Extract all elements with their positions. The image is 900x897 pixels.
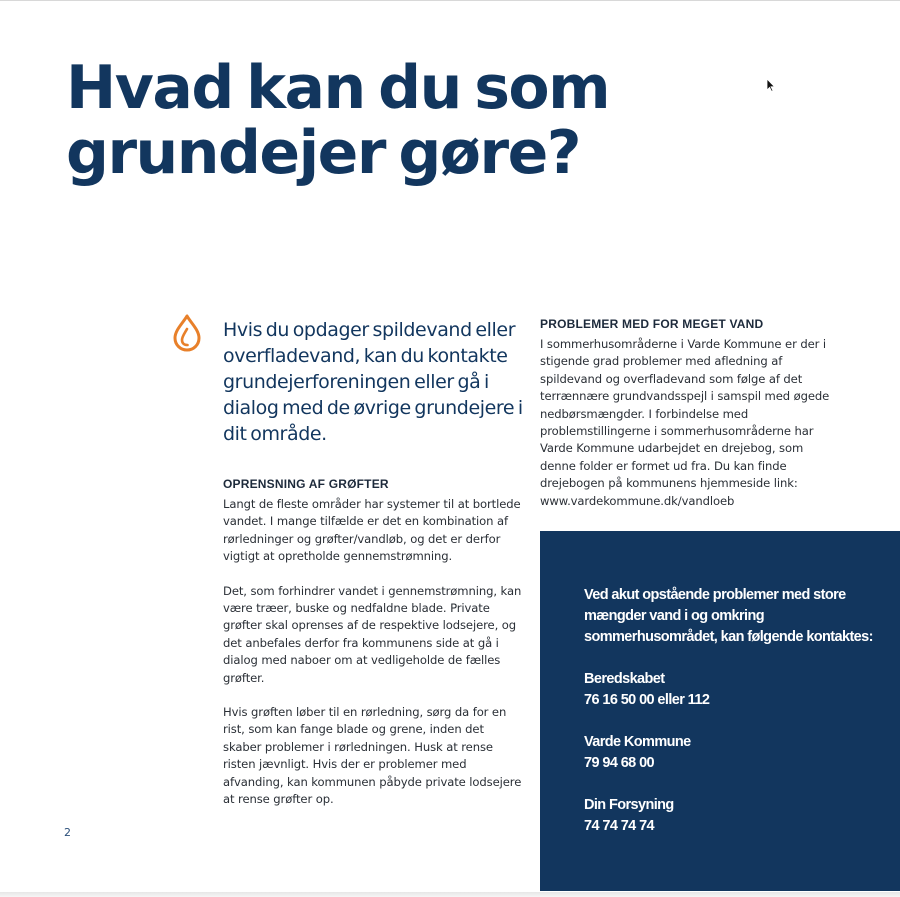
paragraph-spacer — [223, 687, 523, 704]
contact-spacer — [584, 648, 874, 669]
contact-phone-municipality: 79 94 68 00 — [584, 755, 654, 771]
water-drop-icon — [172, 313, 202, 353]
mouse-cursor-icon — [766, 78, 776, 92]
section-too-much-water — [540, 316, 840, 510]
contact-name-utility: Din Forsyning — [584, 797, 674, 813]
page-title-line-1: Hvad kan du som — [66, 53, 610, 123]
contact-name-fire-department: Beredskabet — [584, 671, 665, 687]
body-paragraph: Det, som forhindrer vandet i gennemstrømning, kan være træer, buske og nedfaldne blade. Private grøfter skal oprenses af de respektive lodsejere, og det anbefales derfor fra kommunens side at gå i dialog med naboer om at vedligeholde de fælles grøfter. — [223, 583, 522, 685]
contact-spacer — [584, 711, 874, 732]
lead-paragraph: Hvis du opdager spildevand eller overfladevand, kan du kontakte grundejerforeningen eller gå i dialog med de øvrige grundejere i dit område. — [223, 319, 523, 445]
contact-phone-fire-department: 76 16 50 00 eller 112 — [584, 692, 710, 708]
paragraph-spacer — [223, 566, 523, 583]
section-ditch-cleaning — [223, 476, 523, 809]
emergency-contact-box — [540, 531, 900, 891]
contact-box-content — [584, 585, 874, 837]
body-paragraph: I sommerhusområderne i Varde Kommune er der i stigende grad problemer med afledning af spildevand og overfladevand som følge af det terrænnære grundvandsspejl i samspil med øgede nedbørsmængder. I forbindelse med problemstillingerne i sommerhusområderne har Varde Kommune udarbejdet en drejebog, som denne folder er formet ud fra. Du kan finde drejebogen på kommunens hjemmeside link: www.vardekommune.dk/vandloeb — [540, 337, 830, 508]
top-divider — [0, 0, 900, 1]
section-heading-too-much-water: PROBLEMER MED FOR MEGET VAND — [540, 317, 764, 331]
section-heading-ditch-cleaning: OPRENSNING AF GRØFTER — [223, 477, 389, 491]
body-paragraph: Langt de fleste områder har systemer til at bortlede vandet. I mange tilfælde er det en kombination af rørledninger og grøfter/vandløb, og det er derfor vigtigt at opretholde gennemstrømning. — [223, 497, 521, 564]
page-bottom-edge — [0, 892, 900, 897]
page-title-line-2: grundejer gøre? — [66, 118, 581, 188]
page-title — [66, 53, 706, 188]
contact-name-municipality: Varde Kommune — [584, 734, 691, 750]
contact-intro: Ved akut opstående problemer med store mængder vand i og omkring sommerhusområdet, kan følgende kontaktes: — [584, 587, 873, 645]
body-paragraph: Hvis grøften løber til en rørledning, sørg da for en rist, som kan fange blade og grene, inden det skaber problemer i rørledningen. Husk at rense risten jævnligt. Hvis der er problemer med afvanding, kan kommunen påbyde private lodsejere at rense grøfter op. — [223, 705, 522, 807]
contact-spacer — [584, 774, 874, 795]
contact-phone-utility: 74 74 74 74 — [584, 818, 654, 834]
page-number: 2 — [64, 826, 71, 839]
